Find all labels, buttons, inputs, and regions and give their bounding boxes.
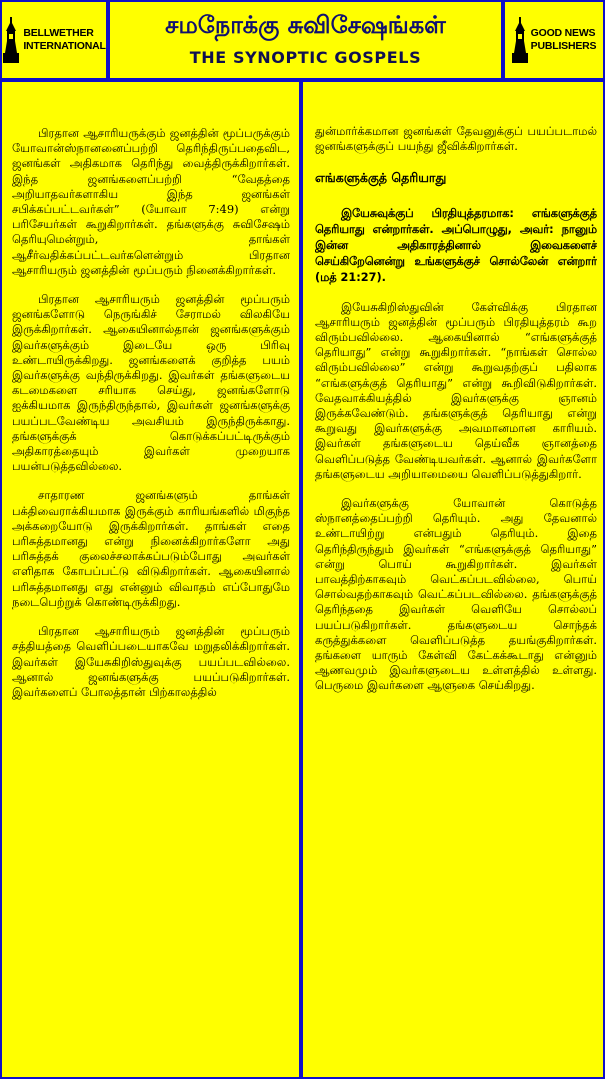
right-column [315,82,597,1077]
section-heading: எங்களுக்குத் தெரியாது [315,170,447,186]
logo-right-line2: PUBLISHERS [530,40,597,52]
bellwether-logo [2,2,110,78]
logo-left-line2: INTERNATIONAL [23,40,106,52]
title-block [110,2,501,78]
scripture-verse: இயேசுவுக்குப் பிரதியுத்தரமாக: எங்களுக்குத் தெரியாது என்றார்கள். அப்பொழுது, அவர்: நானும் இன்ன அதிகாரத்தினால் இவைகளைச் செய்கிறேனென்று உங்களுக்குச் சொல்லேன் என்றார் (மத் 21:27). [315,206,597,284]
left-column [12,82,290,1077]
column-divider [299,82,303,1077]
left-paragraph-3: சாதாரண ஜனங்களும் தாங்கள் பக்திவைராக்கியமாக இருக்கும் காரியங்களில் மிகுந்த அக்கறையோடு இருக்கிறார்கள். தாங்கள் எதை பரிசுத்தமானது என்று நினைக்கிறார்களோ அது பரிசுத்தக் குலைச்சலாக்கப்படும்போது அவர்கள் எளிதாக கோபப்பட்டு விடுகிறார்கள். ஆகையினால் பரிசுத்தமானது எது என்னும் விவாதம் எப்போதுமே நடைபெற்றுக் கொண்டிருக்கிறது. [12,488,290,609]
right-paragraph-2: இவர்களுக்கு யோவான் கொடுத்த ஸ்நானத்தைப்பற்றி தெரியும். அது தேவனால் உண்டாயிற்று என்பதும் தெரியும். இதை தெரிந்திருந்தும் இவர்கள் “எங்களுக்குத் தெரியாது” என்று பொய் கூறுகிறார்கள். இவர்கள் பாவத்திற்காகவும் வெட்கப்படவில்லை, பொய் சொல்வதற்காகவும் வெட்கப்படவில்லை. தங்களுக்குத் தெரிந்ததை இவர்கள் வெளியே சொல்லப் பயப்படுகிறார்கள். தங்களுடைய சொந்தக் கருத்துக்களை வெளிப்படுத்த தயங்குகிறார்கள். தங்களை யாரும் கேள்வி கேட்கக்கூடாது என்னும் ஆணவமும் இவர்களுடைய உள்ளத்தில் உள்ளது. பெருமை இவர்களை ஆளுகை செய்கிறது. [315,496,597,693]
right-continuation: துன்மார்க்கமான ஜனங்கள் தேவனுக்குப் பயப்படாமல் ஜனங்களுக்குப் பயந்து ஜீவிக்கிறார்கள். [315,124,597,154]
right-paragraph-1: இயேசுகிறிஸ்துவின் கேள்விக்கு பிரதான ஆசாரியரும் ஜனத்தின் மூப்பரும் பிரதியுத்தரம் கூற விரும்பவில்லை. ஆகையினால் “எங்களுக்குத் தெரியாது” என்று கூறுகிறார்கள். “நாங்கள் சொல்ல விரும்பவில்லை” என்று கூறுவதற்குப் பதிலாக “எங்களுக்குத் தெரியாது” என்று கூறிவிடுகிறார்கள். வேதவாக்கியத்தில் இவர்களுக்கு ஞானம் இருக்கவேண்டும். தங்களுக்குத் தெரியாது என்று கூறுவது இவர்களுக்கு அவமானமான காரியம். இவர்கள் தங்களுடைய தெய்வீக ஞானத்தை வெளிப்படுத்த வேண்டியவர்கள். ஆனால் இவர்களோ தங்களுடைய அறியாமையை வெளிப்படுத்துகிறார். [315,299,597,481]
header [2,2,603,82]
page-title-english: THE SYNOPTIC GOSPELS [189,48,422,67]
logo-right-line1: GOOD NEWS [530,27,596,39]
left-paragraph-1: பிரதான ஆசாரியருக்கும் ஜனத்தின் மூப்பருக்கும் யோவான்ஸ்நானனைப்பற்றி தெரிந்திருப்பதைவிட, ஜனங்கள் அதிகமாக தெரிந்து வைத்திருக்கிறார்கள். இந்த ஜனங்களைப்பற்றி “வேதத்தை அறியாதவர்களாகிய இந்த ஜனங்கள் சபிக்கப்பட்டவர்கள்” (யோவா 7:49) என்று பரிசேயர்கள் கூறுகிறார்கள். தங்களுக்கு சுவிசேஷம் தெரியுமென்றும், தாங்கள் ஆசீர்வதிக்கப்பட்டவர்களென்றும் பிரதான ஆசாரியரும் ஜனத்தின் மூப்பரும் நினைக்கிறார்கள். [12,126,290,277]
logo-left-line1: BELLWETHER [23,27,94,39]
left-paragraph-4: பிரதான ஆசாரியரும் ஜனத்தின் மூப்பரும் சத்தியத்தை வெளிப்படையாகவே மறுதலிக்கிறார்கள். இவர்கள் இயேசுகிறிஸ்துவுக்கு பயப்படவில்லை. ஆனால் ஜனங்களுக்கு பயப்படுகிறார்கள். இவர்களைப் போலத்தான் பிற்காலத்தில் [12,624,290,699]
good-news-logo [501,2,603,78]
bell-tower-icon [2,17,20,63]
left-paragraph-2: பிரதான ஆசாரியரும் ஜனத்தின் மூப்பரும் ஜனங்களோடு நெருங்கிச் சேராமல் விலகியே இருக்கிறார்கள். ஆகையினால்தான் ஜனங்களுக்கும் இவர்களுக்கும் இடையே ஒரு பிரிவு உண்டாயிருக்கிறது. ஜனங்களைக் குறித்த பயம் இவர்களுக்கு வந்திருக்கிறது. இவர்கள் தங்களுடைய கடமைகளை சரியாக செய்து, ஜனங்களோடு ஐக்கியமாக இருந்திருந்தால், இவர்கள் ஜனங்களுக்கு பயப்படவேண்டிய அவசியம் இருந்திருக்காது. தங்களுக்குக் கொடுக்கப்பட்டிருக்கும் அதிகாரத்தையும் இவர்கள் முறையாக பயன்படுத்தவில்லை. [12,292,290,474]
page-title-tamil: சமநோக்கு சுவிசேஷங்கள் [165,11,446,39]
tower-icon [512,17,528,63]
